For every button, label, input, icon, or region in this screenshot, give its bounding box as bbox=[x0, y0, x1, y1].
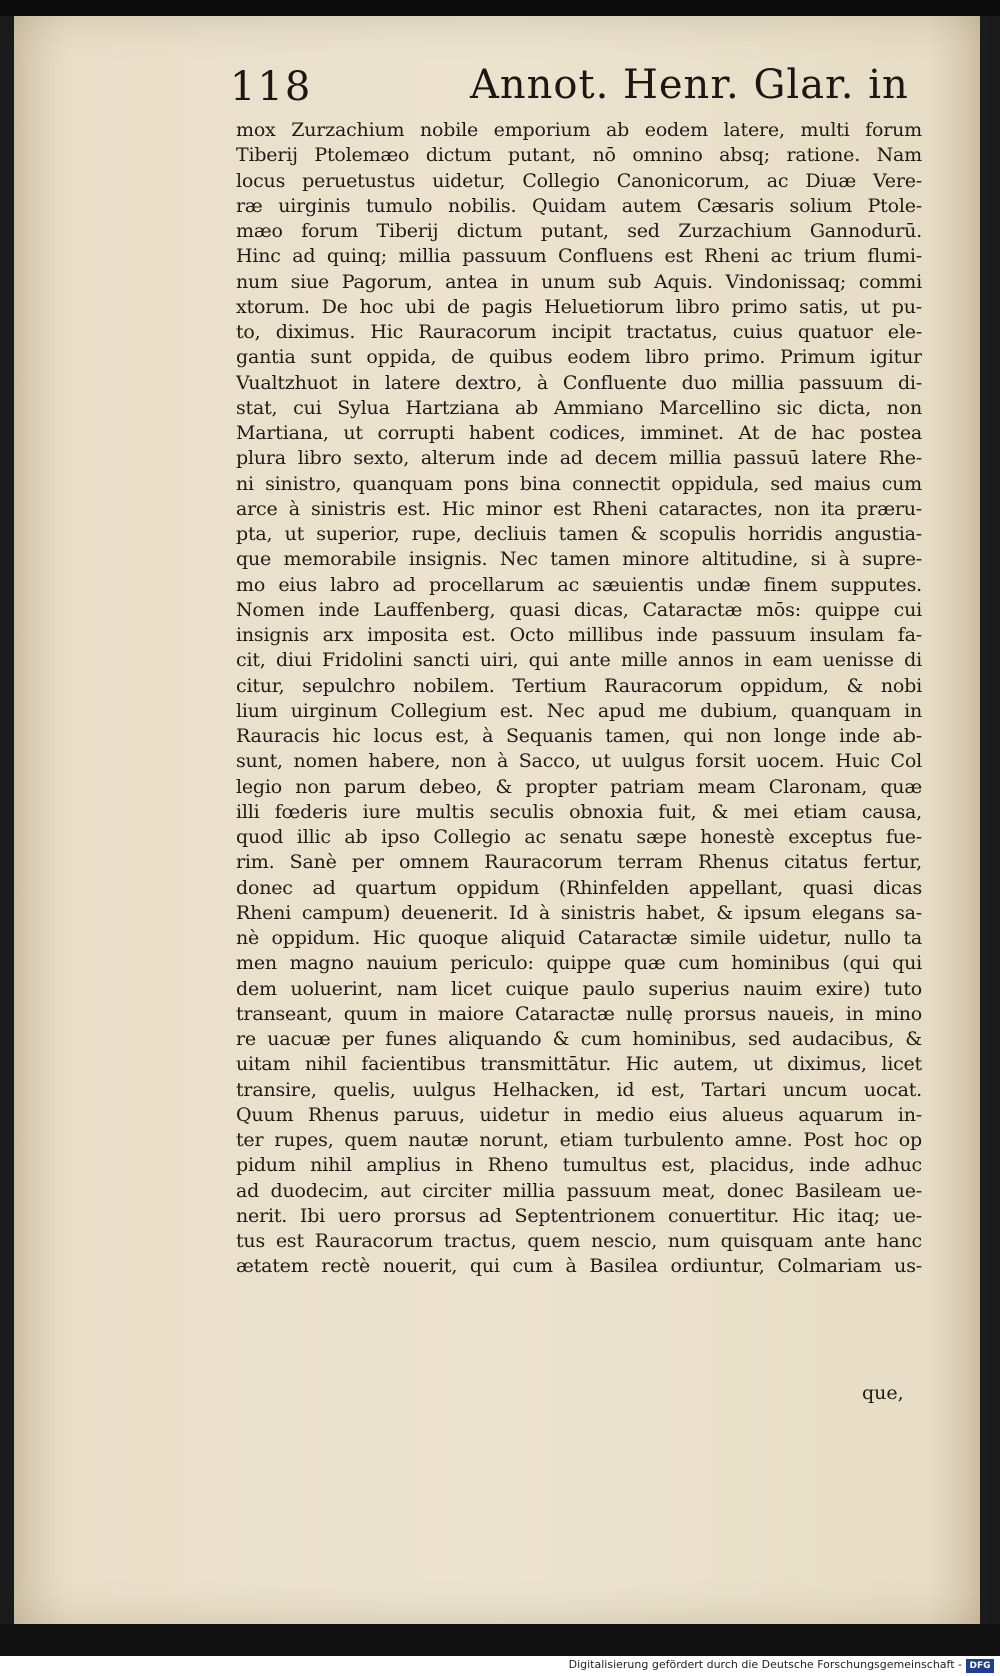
catchword: que, bbox=[862, 1382, 904, 1404]
text-line: pidum nihil amplius in Rheno tumultus est, placidus, inde adhuc bbox=[236, 1154, 922, 1177]
text-line: citur, sepulchro nobilem. Tertium Rauracorum oppidum, & nobi bbox=[236, 674, 922, 697]
text-line: Rheni campum) deuenerit. Id à sinistris habet, & ipsum elegans sa- bbox=[236, 901, 922, 924]
text-line: cit, diui Fridolini sancti uiri, qui ante mille annos in eam uenisse di bbox=[236, 649, 922, 672]
footer-bar bbox=[0, 1656, 1000, 1676]
text-line: illi fœderis iure multis seculis obnoxia fuit, & mei etiam causa, bbox=[236, 800, 922, 823]
top-scan-border bbox=[0, 0, 1000, 16]
text-line: rim. Sanè per omnem Rauracorum terram Rhenus citatus fertur, bbox=[236, 851, 922, 874]
text-line: nè oppidum. Hic quoque aliquid Cataractæ simile uidetur, nullo ta bbox=[236, 927, 922, 949]
text-line: dem uoluerint, nam licet cuique paulo superius nauim exire) tuto bbox=[236, 977, 922, 1000]
text-line: sunt, nomen habere, non à Sacco, ut uulgus forsit uocem. Huic Col bbox=[236, 750, 922, 773]
page-header bbox=[230, 56, 909, 116]
text-line: locus peruetustus uidetur, Collegio Canonicorum, ac Diuæ Vere- bbox=[236, 169, 922, 192]
text-line: ni sinistro, quanquam pons bina connectit oppidula, sed maius cum bbox=[236, 472, 922, 495]
text-line: ter rupes, quem nautæ norunt, etiam turbulento amne. Post hoc op bbox=[236, 1129, 922, 1151]
text-line: mox Zurzachium nobile emporium ab eodem latere, multi forum bbox=[236, 119, 922, 141]
text-line: Nomen inde Lauffenberg, quasi dicas, Cataractæ mōs: quippe cui bbox=[236, 598, 922, 621]
text-line: lium uirginum Collegium est. Nec apud me dubium, quanquam in bbox=[236, 699, 922, 722]
text-line: nerit. Ibi uero prorsus ad Septentrionem conuertitur. Hic itaq; ue- bbox=[236, 1204, 922, 1227]
text-line: men magno nauium periculo: quippe quæ cum hominibus (qui qui bbox=[236, 952, 922, 975]
text-line: mæo forum Tiberij dictum putant, sed Zurzachium Gannodurū. bbox=[236, 220, 922, 242]
text-line: uitam nihil facientibus transmittātur. Hic autem, ut diximus, licet bbox=[236, 1053, 922, 1076]
text-line: Martiana, ut corrupti habent codices, imminet. At de hac postea bbox=[236, 422, 922, 444]
text-line: que memorabile insignis. Nec tamen minore altitudine, si à supre- bbox=[236, 548, 922, 571]
text-line: legio non parum debeo, & propter patriam meam Claronam, quæ bbox=[236, 775, 922, 798]
running-head: Annot. Henr. Glar. in bbox=[470, 62, 909, 108]
text-line: donec ad quartum oppidum (Rhinfelden appellant, quasi dicas bbox=[236, 876, 922, 899]
text-line: pta, ut superior, rupe, decliuis tamen & scopulis horridis angustia- bbox=[236, 523, 922, 545]
text-line: arce à sinistris est. Hic minor est Rheni cataractes, non ita præru- bbox=[236, 497, 922, 520]
text-line: plura libro sexto, alterum inde ad decem millia passuū latere Rhe- bbox=[236, 447, 922, 470]
footer-credit: Digitalisierung gefördert durch die Deutsche Forschungsgemeinschaft - bbox=[568, 1658, 962, 1671]
text-line: Quum Rhenus paruus, uidetur in medio eius alueus aquarum in- bbox=[236, 1103, 922, 1126]
text-line: mo eius labro ad procellarum ac sæuientis undæ finem supputes. bbox=[236, 573, 922, 596]
text-line: to, diximus. Hic Rauracorum incipit tractatus, cuius quatuor ele- bbox=[236, 321, 922, 343]
text-line: gantia sunt oppida, de quibus eodem libro primo. Primum igitur bbox=[236, 346, 922, 369]
text-line: ræ uirginis tumulo nobilis. Quidam autem Cæsaris solium Ptole- bbox=[236, 194, 922, 217]
text-line: re uacuæ per funes aliquando & cum hominibus, sed audacibus, & bbox=[236, 1028, 922, 1050]
text-line: Rauracis hic locus est, à Sequanis tamen, qui non longe inde ab- bbox=[236, 725, 922, 747]
body-text bbox=[236, 118, 922, 1280]
text-line: Tiberij Ptolemæo dictum putant, nō omnino absq; ratione. Nam bbox=[236, 144, 922, 167]
text-line: xtorum. De hoc ubi de pagis Heluetiorum libro primo satis, ut pu- bbox=[236, 295, 922, 318]
dfg-logo: DFG bbox=[966, 1659, 994, 1673]
text-line: ad duodecim, aut circiter millia passuum meat, donec Basileam ue- bbox=[236, 1179, 922, 1202]
page-edge bbox=[980, 16, 986, 1624]
page-number: 118 bbox=[230, 64, 313, 110]
text-line: Vualtzhuot in latere dextro, à Confluente duo millia passuum di- bbox=[236, 371, 922, 394]
text-line: transire, quelis, uulgus Helhacken, id est, Tartari uncum uocat. bbox=[236, 1078, 922, 1101]
text-line: quod illic ab ipso Collegio ac senatu sæpe honestè exceptus fue- bbox=[236, 826, 922, 848]
text-line: Hinc ad quinq; millia passuum Confluens est Rheni ac trium flumi- bbox=[236, 245, 922, 268]
text-line: stat, cui Sylua Hartziana ab Ammiano Marcellino sic dicta, non bbox=[236, 396, 922, 419]
text-line: tus est Rauracorum tractus, quem nescio, num quisquam ante hanc bbox=[236, 1230, 922, 1252]
text-line: insignis arx imposita est. Octo millibus inde passuum insulam fa- bbox=[236, 624, 922, 646]
bottom-scan-border bbox=[0, 1624, 1000, 1656]
text-line: ætatem rectè nouerit, qui cum à Basilea ordiuntur, Colmariam us- bbox=[236, 1255, 922, 1278]
text-line: num siue Pagorum, antea in unum sub Aquis. Vindonissaq; commi bbox=[236, 270, 922, 293]
text-line: transeant, quum in maiore Cataractæ nullę prorsus naueis, in mino bbox=[236, 1002, 922, 1025]
